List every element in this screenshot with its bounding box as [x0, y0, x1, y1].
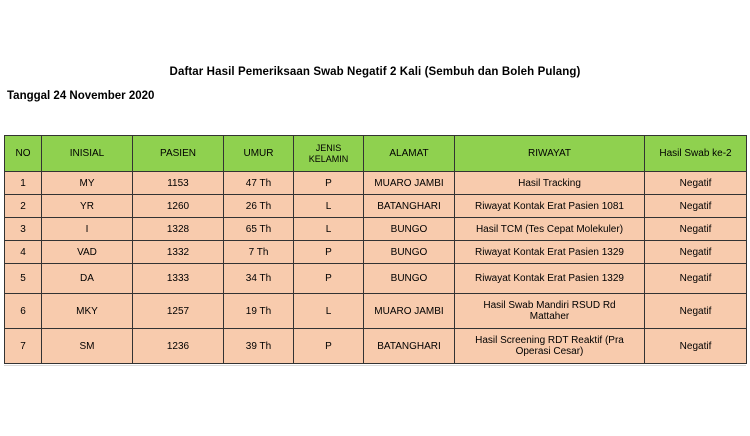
cell-pasien: 1332 — [133, 241, 224, 264]
cell-inisial: MKY — [42, 294, 133, 329]
cell-inisial: I — [42, 218, 133, 241]
cell-umur: 19 Th — [224, 294, 294, 329]
cell-jenis-kelamin: L — [294, 195, 364, 218]
cell-pasien: 1333 — [133, 264, 224, 294]
cell-riwayat: Hasil Tracking — [455, 172, 645, 195]
cell-riwayat: Hasil Screening RDT Reaktif (Pra Operasi Cesar) — [455, 329, 645, 364]
cell-alamat: BUNGO — [364, 218, 455, 241]
divider — [4, 365, 746, 366]
document-title: Daftar Hasil Pemeriksaan Swab Negatif 2 Kali (Sembuh dan Boleh Pulang) — [169, 66, 581, 78]
cell-no: 1 — [5, 172, 42, 195]
cell-inisial: SM — [42, 329, 133, 364]
cell-umur: 47 Th — [224, 172, 294, 195]
cell-pasien: 1257 — [133, 294, 224, 329]
cell-riwayat: Riwayat Kontak Erat Pasien 1081 — [455, 195, 645, 218]
table-row — [5, 294, 747, 329]
cell-riwayat: Riwayat Kontak Erat Pasien 1329 — [455, 264, 645, 294]
cell-jenis-kelamin: P — [294, 241, 364, 264]
table-row — [5, 329, 747, 364]
cell-pasien: 1328 — [133, 218, 224, 241]
header-hasil-swab: Hasil Swab ke-2 — [645, 136, 747, 172]
cell-hasil-swab: Negatif — [645, 294, 747, 329]
cell-no: 7 — [5, 329, 42, 364]
cell-jenis-kelamin: P — [294, 264, 364, 294]
table-header-row — [5, 136, 747, 172]
cell-alamat: MUARO JAMBI — [364, 172, 455, 195]
cell-umur: 26 Th — [224, 195, 294, 218]
cell-pasien: 1153 — [133, 172, 224, 195]
cell-umur: 39 Th — [224, 329, 294, 364]
cell-hasil-swab: Negatif — [645, 195, 747, 218]
header-riwayat: RIWAYAT — [455, 136, 645, 172]
cell-umur: 7 Th — [224, 241, 294, 264]
cell-inisial: MY — [42, 172, 133, 195]
cell-no: 5 — [5, 264, 42, 294]
cell-alamat: BUNGO — [364, 241, 455, 264]
cell-jenis-kelamin: L — [294, 218, 364, 241]
header-inisial: INISIAL — [42, 136, 133, 172]
cell-riwayat: Hasil Swab Mandiri RSUD Rd Mattaher — [455, 294, 645, 329]
cell-inisial: YR — [42, 195, 133, 218]
cell-hasil-swab: Negatif — [645, 241, 747, 264]
cell-umur: 34 Th — [224, 264, 294, 294]
cell-hasil-swab: Negatif — [645, 218, 747, 241]
table-row — [5, 172, 747, 195]
cell-alamat: BATANGHARI — [364, 329, 455, 364]
cell-no: 6 — [5, 294, 42, 329]
table-row — [5, 264, 747, 294]
cell-alamat: BUNGO — [364, 264, 455, 294]
header-no: NO — [5, 136, 42, 172]
cell-jenis-kelamin: P — [294, 329, 364, 364]
cell-riwayat: Riwayat Kontak Erat Pasien 1329 — [455, 241, 645, 264]
header-pasien: PASIEN — [133, 136, 224, 172]
header-jenis-kelamin: JENIS KELAMIN — [294, 136, 364, 172]
header-alamat: ALAMAT — [364, 136, 455, 172]
cell-hasil-swab: Negatif — [645, 264, 747, 294]
swab-results-table — [4, 135, 747, 364]
cell-inisial: DA — [42, 264, 133, 294]
cell-no: 2 — [5, 195, 42, 218]
cell-jenis-kelamin: L — [294, 294, 364, 329]
cell-jenis-kelamin: P — [294, 172, 364, 195]
cell-hasil-swab: Negatif — [645, 329, 747, 364]
table-row — [5, 218, 747, 241]
cell-alamat: BATANGHARI — [364, 195, 455, 218]
cell-umur: 65 Th — [224, 218, 294, 241]
cell-no: 4 — [5, 241, 42, 264]
cell-no: 3 — [5, 218, 42, 241]
cell-hasil-swab: Negatif — [645, 172, 747, 195]
table-row — [5, 195, 747, 218]
cell-inisial: VAD — [42, 241, 133, 264]
table-row — [5, 241, 747, 264]
cell-alamat: MUARO JAMBI — [364, 294, 455, 329]
document-date: Tanggal 24 November 2020 — [7, 90, 155, 102]
cell-pasien: 1260 — [133, 195, 224, 218]
header-umur: UMUR — [224, 136, 294, 172]
cell-riwayat: Hasil TCM (Tes Cepat Molekuler) — [455, 218, 645, 241]
cell-pasien: 1236 — [133, 329, 224, 364]
